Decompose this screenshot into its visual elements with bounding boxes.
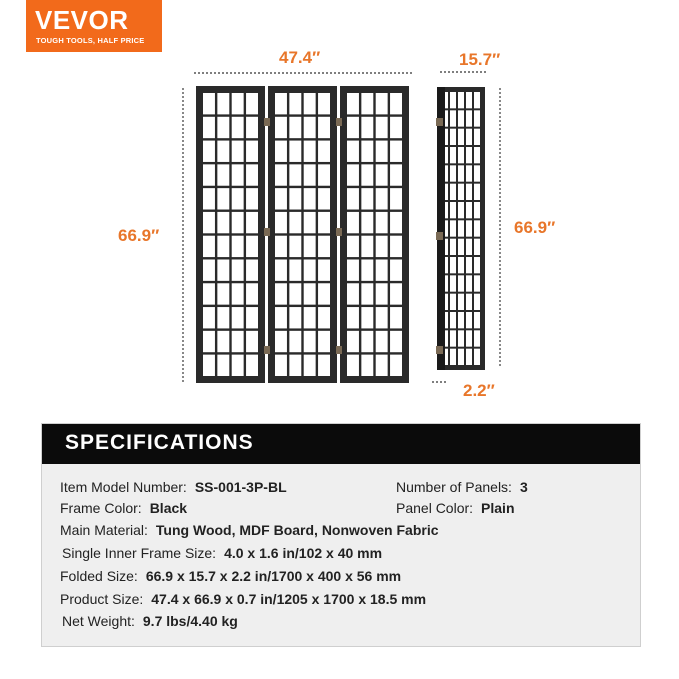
height-side-label: 66.9″ [514,218,556,237]
side-panel [436,87,485,370]
width-side-label: 15.7″ [459,50,501,69]
logo-tagline: TOUGH TOOLS, HALF PRICE [36,36,145,45]
spec-value: 9.7 lbs/4.40 kg [142,613,238,629]
spec-label: Panel Color: [396,500,474,516]
spec-value: 66.9 x 15.7 x 2.2 in/1700 x 400 x 56 mm [145,568,402,584]
hinge [264,228,270,236]
hinge [336,228,342,236]
logo-brand: VEVOR [35,5,129,35]
hinge [436,346,443,354]
width-front-label: 47.4″ [279,48,321,67]
specifications-header [42,424,640,464]
spec-label: Item Model Number: [60,479,187,495]
hinge [336,346,342,354]
spec-label: Frame Color: [60,500,142,516]
spec-value: 4.0 x 1.6 in/102 x 40 mm [224,545,383,561]
spec-label: Product Size: [60,591,144,607]
spec-label: Net Weight: [62,613,135,629]
spec-value: SS-001-3P-BL [194,479,287,495]
spec-value: 3 [519,479,528,495]
spec-label: Folded Size: [60,568,138,584]
spec-label: Single Inner Frame Size: [62,545,217,561]
spec-panels [396,479,528,495]
height-front-label: 66.9″ [118,226,160,245]
spec-item-model [60,479,287,495]
hinge [436,118,443,126]
hinge [436,232,443,240]
spec-label: Number of Panels: [396,479,512,495]
spec-value: 47.4 x 66.9 x 0.7 in/1205 x 1700 x 18.5 mm [151,591,427,607]
spec-product-size [60,591,426,607]
spec-panel-color [396,500,515,516]
specifications-panel [41,423,641,647]
spec-frame-color [60,500,187,516]
spec-value: Tung Wood, MDF Board, Nonwoven Fabric [155,522,439,538]
side-frame-edge [437,87,445,370]
spec-folded-size [60,568,401,584]
spec-net-weight [62,613,238,629]
spec-value: Black [149,500,188,516]
spec-value: Plain [481,500,515,516]
specifications-title: SPECIFICATIONS [65,431,254,454]
depth-side-label: 2.2″ [463,381,495,400]
hinge [264,346,270,354]
hinge [336,118,342,126]
spec-inner-frame [62,545,382,561]
spec-label: Main Material: [60,522,148,538]
front-panels [196,86,409,383]
spec-material [60,522,439,538]
hinge [264,118,270,126]
